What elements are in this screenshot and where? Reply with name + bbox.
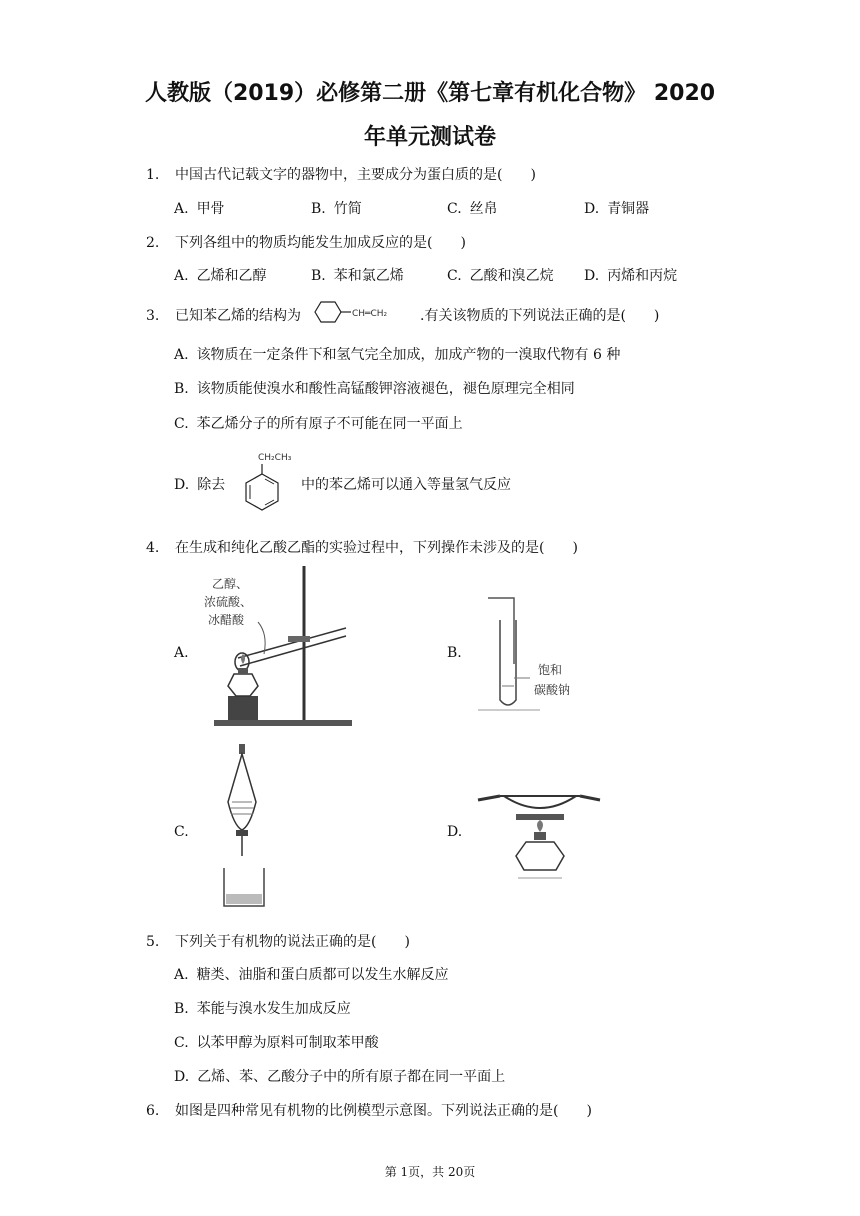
question-stem-before: 已知苯乙烯的结构为 xyxy=(175,308,301,324)
question-stem: 如图是四种常见有机物的比例模型示意图。下列说法正确的是( ) xyxy=(175,1103,592,1119)
apparatus-label-3: 冰醋酸 xyxy=(208,613,245,627)
question-5 xyxy=(146,931,410,951)
q5-option-d: D. 乙烯、苯、乙酸分子中的所有原子都在同一平面上 xyxy=(174,1069,506,1085)
q4-option-b-letter: B. xyxy=(447,645,462,661)
q1-option-b: B. 竹简 xyxy=(311,201,362,217)
apparatus-label-1: 乙醇、 xyxy=(212,577,249,591)
question-number: 1. xyxy=(146,167,160,183)
ethylbenzene-structure-icon xyxy=(238,446,300,514)
page-title-line-1: 人教版（2019）必修第二册《第七章有机化合物》 2020 xyxy=(144,81,716,106)
q3-option-d: D. 除去 xyxy=(174,477,226,493)
q4-option-a-letter: A. xyxy=(174,645,189,661)
q5-option-c: C. 以苯甲醇为原料可制取苯甲酸 xyxy=(174,1035,379,1051)
question-number: 6. xyxy=(146,1103,160,1119)
question-4 xyxy=(146,537,578,557)
question-stem: 下列关于有机物的说法正确的是( ) xyxy=(175,934,410,950)
question-2 xyxy=(146,232,466,252)
q3-option-b: B. 该物质能使溴水和酸性高锰酸钾溶液褪色，褪色原理完全相同 xyxy=(174,381,575,397)
question-3 xyxy=(146,305,301,325)
q2-option-d: D. 丙烯和丙烷 xyxy=(584,268,678,284)
q1-option-a: A. 甲骨 xyxy=(174,201,225,217)
question-1 xyxy=(146,164,536,184)
apparatus-label-2: 浓硫酸、 xyxy=(204,595,253,609)
q1-option-c: C. 丝帛 xyxy=(447,201,498,217)
test-tube-icon xyxy=(476,594,592,712)
q1-option-d: D. 青铜器 xyxy=(584,201,650,217)
q2-option-b: B. 苯和氯乙烯 xyxy=(311,268,404,284)
question-6 xyxy=(146,1100,592,1120)
question-number: 5. xyxy=(146,934,160,950)
ethylbenzene-label: CH₂CH₃ xyxy=(258,453,292,463)
page-footer: 第 1页，共 20页 xyxy=(384,1165,476,1179)
evaporation-apparatus-icon xyxy=(476,772,602,880)
question-number: 2. xyxy=(146,235,160,251)
q3-option-a: A. 该物质在一定条件下和氢气完全加成，加成产物的一溴取代物有 6 种 xyxy=(174,347,621,363)
heating-apparatus-icon xyxy=(198,562,358,734)
question-number: 3. xyxy=(146,308,160,324)
page-title-line-2: 年单元测试卷 xyxy=(363,125,496,150)
q4-option-d-letter: D. xyxy=(447,824,463,840)
q3-option-c: C. 苯乙烯分子的所有原子不可能在同一平面上 xyxy=(174,416,463,432)
q5-option-b: B. 苯能与溴水发生加成反应 xyxy=(174,1001,351,1017)
q3-option-d-text-after: 中的苯乙烯可以通入等量氢气反应 xyxy=(301,477,511,493)
question-3-stem-after: .有关该物质的下列说法正确的是( ) xyxy=(420,308,660,324)
test-tube-label-2: 碳酸钠 xyxy=(534,683,571,697)
separatory-funnel-icon xyxy=(218,742,270,912)
q2-option-a: A. 乙烯和乙醇 xyxy=(174,268,267,284)
q5-option-a: A. 糖类、油脂和蛋白质都可以发生水解反应 xyxy=(174,967,449,983)
styrene-label: CH═CH₂ xyxy=(352,309,388,319)
question-stem: 中国古代记载文字的器物中，主要成分为蛋白质的是( ) xyxy=(175,167,536,183)
question-number: 4. xyxy=(146,540,160,556)
question-stem: 在生成和纯化乙酸乙酯的实验过程中，下列操作未涉及的是( ) xyxy=(175,540,578,556)
q4-option-c-letter: C. xyxy=(174,824,189,840)
styrene-structure-icon xyxy=(311,299,419,325)
q2-option-c: C. 乙酸和溴乙烷 xyxy=(447,268,554,284)
question-stem: 下列各组中的物质均能发生加成反应的是( ) xyxy=(175,235,466,251)
test-tube-label-1: 饱和 xyxy=(538,663,563,677)
